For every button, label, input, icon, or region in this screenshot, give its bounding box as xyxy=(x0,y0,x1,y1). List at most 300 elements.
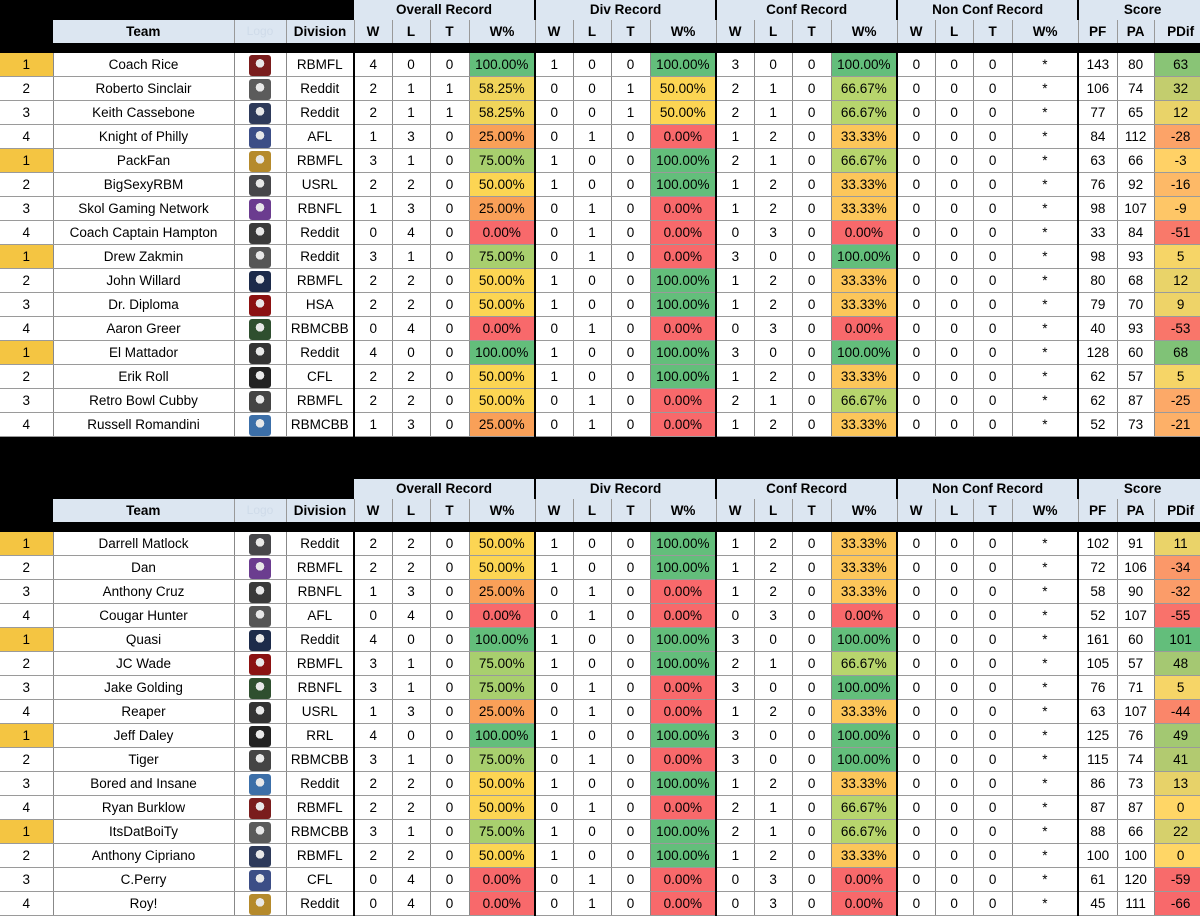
nonconf-w: 0 xyxy=(897,652,935,676)
overall-t: 0 xyxy=(430,221,469,245)
l-header[interactable]: L xyxy=(754,20,792,43)
team-logo-icon xyxy=(249,79,271,100)
team-logo-icon xyxy=(249,894,271,915)
rank-cell: 4 xyxy=(0,125,53,149)
nonconf-t: 0 xyxy=(973,652,1012,676)
t-header[interactable]: T xyxy=(792,20,831,43)
nonconf-t: 0 xyxy=(973,269,1012,293)
overall-w: 3 xyxy=(354,748,392,772)
point-diff: 68 xyxy=(1154,341,1200,365)
nonconf-pct: * xyxy=(1012,700,1078,724)
team-header[interactable]: Team xyxy=(53,20,234,43)
pct-header[interactable]: W% xyxy=(831,20,897,43)
nonconf-w: 0 xyxy=(897,101,935,125)
conf-l: 2 xyxy=(754,365,792,389)
conf-w: 1 xyxy=(716,580,754,604)
logo-header: Logo xyxy=(234,20,286,43)
nonconf-l: 0 xyxy=(935,844,973,868)
div-l: 1 xyxy=(573,748,611,772)
team-name: JC Wade xyxy=(53,652,234,676)
conf-pct: 66.67% xyxy=(831,820,897,844)
conf-pct: 100.00% xyxy=(831,628,897,652)
points-against: 107 xyxy=(1117,197,1154,221)
nonconf-w: 0 xyxy=(897,197,935,221)
nonconf-pct: * xyxy=(1012,53,1078,77)
div-l: 1 xyxy=(573,868,611,892)
team-logo-icon xyxy=(249,534,271,555)
overall-w: 2 xyxy=(354,389,392,413)
table-row[interactable] xyxy=(0,341,1200,365)
overall-l: 4 xyxy=(392,868,430,892)
conf-w: 2 xyxy=(716,652,754,676)
nonconf-w: 0 xyxy=(897,748,935,772)
div-w: 1 xyxy=(535,556,573,580)
overall-pct: 50.00% xyxy=(469,532,535,556)
team-logo-icon xyxy=(249,654,271,675)
pct-header[interactable]: W% xyxy=(1012,499,1078,522)
div-t: 0 xyxy=(611,844,650,868)
nonconf-w: 0 xyxy=(897,149,935,173)
points-for: 77 xyxy=(1078,101,1117,125)
div-l: 0 xyxy=(573,532,611,556)
table-row[interactable] xyxy=(0,844,1200,868)
nonconf-t: 0 xyxy=(973,844,1012,868)
pf-header[interactable]: PF xyxy=(1078,499,1117,522)
rank-cell: 2 xyxy=(0,365,53,389)
nonconf-t: 0 xyxy=(973,149,1012,173)
conf-w: 1 xyxy=(716,532,754,556)
conf-pct: 0.00% xyxy=(831,892,897,916)
pct-header[interactable]: W% xyxy=(650,499,716,522)
nonconf-l: 0 xyxy=(935,389,973,413)
division-header[interactable]: Division xyxy=(286,499,354,522)
div-w: 1 xyxy=(535,652,573,676)
div-pct: 0.00% xyxy=(650,221,716,245)
table-row[interactable] xyxy=(0,724,1200,748)
conf-t: 0 xyxy=(792,652,831,676)
conf-l: 3 xyxy=(754,868,792,892)
team-name: Quasi xyxy=(53,628,234,652)
overall-w: 4 xyxy=(354,341,392,365)
team-logo-icon xyxy=(249,415,271,436)
nonconf-pct: * xyxy=(1012,844,1078,868)
team-logo xyxy=(234,652,286,676)
conf-l: 3 xyxy=(754,317,792,341)
w-header[interactable]: W xyxy=(535,20,573,43)
overall-t: 0 xyxy=(430,868,469,892)
nonconf-l: 0 xyxy=(935,580,973,604)
point-diff: -32 xyxy=(1154,580,1200,604)
conf-l: 0 xyxy=(754,676,792,700)
overall-w: 1 xyxy=(354,197,392,221)
overall-pct: 100.00% xyxy=(469,628,535,652)
rank-cell: 3 xyxy=(0,580,53,604)
rank-cell: 1 xyxy=(0,53,53,77)
point-diff: 101 xyxy=(1154,628,1200,652)
div-l: 1 xyxy=(573,221,611,245)
overall-t: 0 xyxy=(430,604,469,628)
t-header[interactable]: T xyxy=(430,20,469,43)
l-header[interactable]: L xyxy=(392,20,430,43)
points-against: 80 xyxy=(1117,53,1154,77)
overall-w: 4 xyxy=(354,53,392,77)
table-row[interactable] xyxy=(0,221,1200,245)
t-header[interactable]: T xyxy=(611,499,650,522)
division-header[interactable]: Division xyxy=(286,20,354,43)
points-for: 52 xyxy=(1078,604,1117,628)
div-w: 1 xyxy=(535,293,573,317)
conf-l: 0 xyxy=(754,724,792,748)
points-against: 93 xyxy=(1117,245,1154,269)
conf-t: 0 xyxy=(792,532,831,556)
points-against: 66 xyxy=(1117,820,1154,844)
conf-w: 1 xyxy=(716,556,754,580)
conf-pct: 33.33% xyxy=(831,197,897,221)
div-pct: 100.00% xyxy=(650,724,716,748)
group-header-overall-record: Overall Record xyxy=(354,479,535,499)
conf-t: 0 xyxy=(792,221,831,245)
overall-t: 0 xyxy=(430,53,469,77)
overall-l: 0 xyxy=(392,53,430,77)
table-row[interactable] xyxy=(0,868,1200,892)
division-cell: CFL xyxy=(286,365,354,389)
nonconf-t: 0 xyxy=(973,580,1012,604)
overall-w: 2 xyxy=(354,173,392,197)
t-header[interactable]: T xyxy=(611,20,650,43)
conf-w: 3 xyxy=(716,628,754,652)
rank-cell: 4 xyxy=(0,604,53,628)
conf-t: 0 xyxy=(792,628,831,652)
nonconf-w: 0 xyxy=(897,724,935,748)
table-row[interactable] xyxy=(0,532,1200,556)
overall-t: 0 xyxy=(430,580,469,604)
points-against: 73 xyxy=(1117,772,1154,796)
points-for: 45 xyxy=(1078,892,1117,916)
division-cell: RBMCBB xyxy=(286,748,354,772)
div-pct: 0.00% xyxy=(650,892,716,916)
overall-pct: 0.00% xyxy=(469,868,535,892)
table-row[interactable] xyxy=(0,748,1200,772)
conf-t: 0 xyxy=(792,724,831,748)
l-header[interactable]: L xyxy=(935,20,973,43)
conf-w: 1 xyxy=(716,197,754,221)
conf-pct: 33.33% xyxy=(831,269,897,293)
point-diff: -3 xyxy=(1154,149,1200,173)
nonconf-t: 0 xyxy=(973,676,1012,700)
point-diff: 22 xyxy=(1154,820,1200,844)
div-pct: 100.00% xyxy=(650,844,716,868)
overall-pct: 58.25% xyxy=(469,101,535,125)
overall-w: 4 xyxy=(354,628,392,652)
nonconf-l: 0 xyxy=(935,676,973,700)
table-row[interactable] xyxy=(0,293,1200,317)
pct-header[interactable]: W% xyxy=(1012,20,1078,43)
team-logo-icon xyxy=(249,319,271,340)
conf-w: 0 xyxy=(716,604,754,628)
division-cell: RBNFL xyxy=(286,676,354,700)
table-row[interactable] xyxy=(0,580,1200,604)
t-header[interactable]: T xyxy=(430,499,469,522)
div-w: 1 xyxy=(535,628,573,652)
pf-header[interactable]: PF xyxy=(1078,20,1117,43)
division-cell: AFL xyxy=(286,604,354,628)
team-name: ItsDatBoiTy xyxy=(53,820,234,844)
conf-w: 1 xyxy=(716,125,754,149)
overall-pct: 75.00% xyxy=(469,245,535,269)
team-name: Aaron Greer xyxy=(53,317,234,341)
overall-w: 3 xyxy=(354,676,392,700)
overall-w: 0 xyxy=(354,317,392,341)
table-row[interactable] xyxy=(0,700,1200,724)
nonconf-t: 0 xyxy=(973,293,1012,317)
overall-w: 0 xyxy=(354,221,392,245)
points-for: 61 xyxy=(1078,868,1117,892)
overall-t: 0 xyxy=(430,149,469,173)
table-row[interactable] xyxy=(0,53,1200,77)
t-header[interactable]: T xyxy=(792,499,831,522)
conf-l: 1 xyxy=(754,652,792,676)
overall-pct: 25.00% xyxy=(469,700,535,724)
pa-header[interactable]: PA xyxy=(1117,20,1154,43)
l-header[interactable]: L xyxy=(754,499,792,522)
pdif-header[interactable]: PDif xyxy=(1154,499,1200,522)
pct-header[interactable]: W% xyxy=(650,20,716,43)
division-cell: RBMFL xyxy=(286,149,354,173)
div-pct: 0.00% xyxy=(650,676,716,700)
rank-cell: 3 xyxy=(0,676,53,700)
nonconf-w: 0 xyxy=(897,413,935,437)
nonconf-l: 0 xyxy=(935,341,973,365)
overall-pct: 50.00% xyxy=(469,796,535,820)
team-logo xyxy=(234,149,286,173)
div-l: 1 xyxy=(573,796,611,820)
overall-pct: 75.00% xyxy=(469,676,535,700)
team-name: Roy! xyxy=(53,892,234,916)
team-logo-icon xyxy=(249,870,271,891)
table-row[interactable] xyxy=(0,197,1200,221)
rank-cell: 4 xyxy=(0,413,53,437)
table-row[interactable] xyxy=(0,652,1200,676)
pct-header[interactable]: W% xyxy=(469,20,535,43)
div-w: 0 xyxy=(535,221,573,245)
w-header[interactable]: W xyxy=(897,20,935,43)
l-header[interactable]: L xyxy=(935,499,973,522)
div-t: 0 xyxy=(611,173,650,197)
overall-t: 0 xyxy=(430,820,469,844)
points-against: 74 xyxy=(1117,748,1154,772)
conf-t: 0 xyxy=(792,820,831,844)
team-logo xyxy=(234,197,286,221)
point-diff: -34 xyxy=(1154,556,1200,580)
team-logo xyxy=(234,365,286,389)
div-w: 0 xyxy=(535,125,573,149)
points-against: 68 xyxy=(1117,269,1154,293)
div-pct: 0.00% xyxy=(650,868,716,892)
nonconf-t: 0 xyxy=(973,197,1012,221)
w-header[interactable]: W xyxy=(716,20,754,43)
conf-w: 1 xyxy=(716,413,754,437)
table-row[interactable] xyxy=(0,77,1200,101)
nonconf-pct: * xyxy=(1012,221,1078,245)
table-row[interactable] xyxy=(0,413,1200,437)
div-t: 0 xyxy=(611,245,650,269)
overall-t: 1 xyxy=(430,101,469,125)
division-cell: Reddit xyxy=(286,892,354,916)
overall-l: 0 xyxy=(392,724,430,748)
w-header[interactable]: W xyxy=(354,499,392,522)
table-row[interactable] xyxy=(0,317,1200,341)
nonconf-pct: * xyxy=(1012,532,1078,556)
conf-t: 0 xyxy=(792,556,831,580)
nonconf-t: 0 xyxy=(973,868,1012,892)
group-header-score: Score xyxy=(1078,0,1200,20)
overall-t: 0 xyxy=(430,844,469,868)
points-against: 60 xyxy=(1117,341,1154,365)
overall-t: 0 xyxy=(430,532,469,556)
table-row[interactable] xyxy=(0,892,1200,916)
table-row[interactable] xyxy=(0,125,1200,149)
table-row[interactable] xyxy=(0,245,1200,269)
team-name: C.Perry xyxy=(53,868,234,892)
table-row[interactable] xyxy=(0,101,1200,125)
overall-w: 1 xyxy=(354,413,392,437)
team-header[interactable]: Team xyxy=(53,499,234,522)
points-for: 63 xyxy=(1078,149,1117,173)
pa-header[interactable]: PA xyxy=(1117,499,1154,522)
overall-t: 0 xyxy=(430,197,469,221)
points-for: 105 xyxy=(1078,652,1117,676)
table-row[interactable] xyxy=(0,796,1200,820)
table-row[interactable] xyxy=(0,365,1200,389)
nonconf-pct: * xyxy=(1012,772,1078,796)
team-name: Anthony Cipriano xyxy=(53,844,234,868)
table-row[interactable] xyxy=(0,173,1200,197)
w-header[interactable]: W xyxy=(535,499,573,522)
nonconf-t: 0 xyxy=(973,341,1012,365)
overall-l: 2 xyxy=(392,532,430,556)
overall-t: 0 xyxy=(430,389,469,413)
div-pct: 100.00% xyxy=(650,53,716,77)
rank-cell: 4 xyxy=(0,892,53,916)
points-against: 90 xyxy=(1117,580,1154,604)
team-logo xyxy=(234,293,286,317)
overall-l: 4 xyxy=(392,317,430,341)
div-t: 0 xyxy=(611,365,650,389)
pct-header[interactable]: W% xyxy=(831,499,897,522)
div-l: 0 xyxy=(573,365,611,389)
conf-pct: 0.00% xyxy=(831,317,897,341)
nonconf-t: 0 xyxy=(973,532,1012,556)
div-l: 1 xyxy=(573,700,611,724)
team-logo-icon xyxy=(249,678,271,699)
conf-pct: 66.67% xyxy=(831,652,897,676)
overall-pct: 25.00% xyxy=(469,125,535,149)
w-header[interactable]: W xyxy=(897,499,935,522)
table-row[interactable] xyxy=(0,628,1200,652)
overall-pct: 75.00% xyxy=(469,149,535,173)
div-pct: 0.00% xyxy=(650,389,716,413)
point-diff: 49 xyxy=(1154,724,1200,748)
rank-cell: 2 xyxy=(0,748,53,772)
table-row[interactable] xyxy=(0,676,1200,700)
div-t: 0 xyxy=(611,628,650,652)
w-header[interactable]: W xyxy=(716,499,754,522)
nonconf-pct: * xyxy=(1012,868,1078,892)
w-header[interactable]: W xyxy=(354,20,392,43)
rank-cell: 1 xyxy=(0,341,53,365)
team-name: Dan xyxy=(53,556,234,580)
table-row[interactable] xyxy=(0,772,1200,796)
table-row[interactable] xyxy=(0,149,1200,173)
overall-t: 0 xyxy=(430,724,469,748)
l-header[interactable]: L xyxy=(573,20,611,43)
team-logo xyxy=(234,556,286,580)
nonconf-l: 0 xyxy=(935,221,973,245)
points-for: 80 xyxy=(1078,269,1117,293)
points-against: 92 xyxy=(1117,173,1154,197)
conf-l: 0 xyxy=(754,245,792,269)
overall-pct: 50.00% xyxy=(469,269,535,293)
conf-pct: 100.00% xyxy=(831,724,897,748)
nonconf-pct: * xyxy=(1012,652,1078,676)
pct-header[interactable]: W% xyxy=(469,499,535,522)
conf-l: 2 xyxy=(754,580,792,604)
nonconf-w: 0 xyxy=(897,245,935,269)
team-logo xyxy=(234,317,286,341)
team-logo xyxy=(234,844,286,868)
points-for: 76 xyxy=(1078,173,1117,197)
overall-l: 1 xyxy=(392,245,430,269)
division-cell: Reddit xyxy=(286,772,354,796)
pdif-header[interactable]: PDif xyxy=(1154,20,1200,43)
conf-w: 2 xyxy=(716,149,754,173)
table-row[interactable] xyxy=(0,389,1200,413)
overall-w: 1 xyxy=(354,125,392,149)
overall-w: 1 xyxy=(354,580,392,604)
points-for: 52 xyxy=(1078,413,1117,437)
nonconf-pct: * xyxy=(1012,556,1078,580)
overall-w: 0 xyxy=(354,604,392,628)
overall-w: 3 xyxy=(354,149,392,173)
table-row[interactable] xyxy=(0,820,1200,844)
t-header[interactable]: T xyxy=(973,499,1012,522)
points-for: 63 xyxy=(1078,700,1117,724)
team-logo xyxy=(234,748,286,772)
group-header-div-record: Div Record xyxy=(535,479,716,499)
conf-pct: 33.33% xyxy=(831,556,897,580)
conf-w: 0 xyxy=(716,892,754,916)
team-logo-icon xyxy=(249,798,271,819)
l-header[interactable]: L xyxy=(392,499,430,522)
table-row[interactable] xyxy=(0,604,1200,628)
nonconf-w: 0 xyxy=(897,892,935,916)
t-header[interactable]: T xyxy=(973,20,1012,43)
points-against: 71 xyxy=(1117,676,1154,700)
rank-cell: 2 xyxy=(0,173,53,197)
points-for: 100 xyxy=(1078,844,1117,868)
conf-t: 0 xyxy=(792,125,831,149)
overall-pct: 75.00% xyxy=(469,748,535,772)
table-row[interactable] xyxy=(0,556,1200,580)
overall-w: 3 xyxy=(354,652,392,676)
conf-l: 0 xyxy=(754,53,792,77)
nonconf-l: 0 xyxy=(935,724,973,748)
point-diff: 63 xyxy=(1154,53,1200,77)
table-row[interactable] xyxy=(0,269,1200,293)
l-header[interactable]: L xyxy=(573,499,611,522)
conf-l: 3 xyxy=(754,604,792,628)
conf-l: 2 xyxy=(754,532,792,556)
